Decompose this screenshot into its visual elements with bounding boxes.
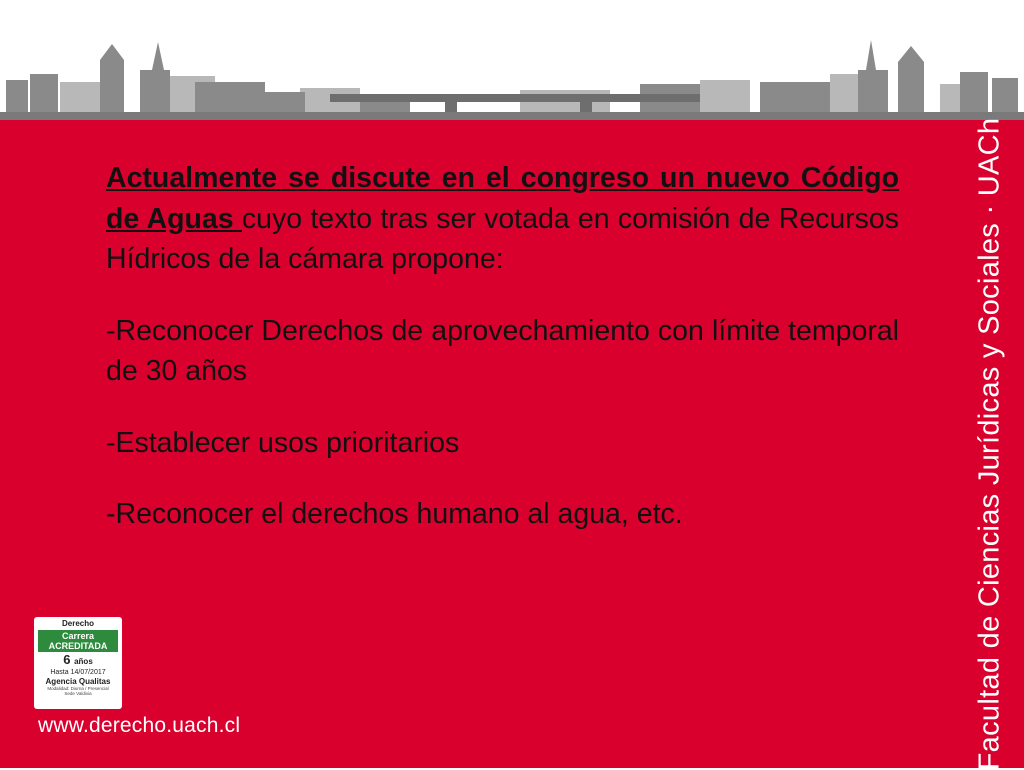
badge-years-word: años [74,657,93,666]
intro-bold-text: Actualmente se discute en el congreso un nuevo Código de Aguas [106,162,899,235]
slide-body [106,158,899,566]
badge-until: Hasta 14/07/2017 [50,669,106,676]
list-item: -Reconocer Derechos de aprovechamiento con límite temporal de 30 años [106,314,899,387]
city-skyline-banner [0,0,1024,122]
badge-modality: Modalidad: Diurna / Presencial [47,686,109,691]
badge-campus: Sede Valdivia [64,691,92,696]
skyline-illustration [0,0,1024,122]
badge-years [34,653,122,669]
badge-years-number: 6 [63,652,71,667]
intro-paragraph [106,158,899,280]
list-item: -Establecer usos prioritarios [106,426,460,459]
accreditation-badge [34,617,122,709]
badge-agency: Agencia Qualitas [45,677,111,686]
badge-line2: ACREDITADA [48,641,108,651]
badge-accredited-block [38,630,118,652]
badge-line1: Carrera [61,631,95,641]
website-url: www.derecho.uach.cl [38,714,241,737]
faculty-vertical-title: Facultad de Ciencias Jurídicas y Sociales · UACh [973,117,1006,770]
intro-rest-text: cuyo texto tras ser votada en comisión de Recursos Hídricos de la cámara propone: [106,202,900,275]
list-item: -Reconocer el derechos humano al agua, etc. [106,498,683,530]
badge-program: Derecho [61,619,94,628]
